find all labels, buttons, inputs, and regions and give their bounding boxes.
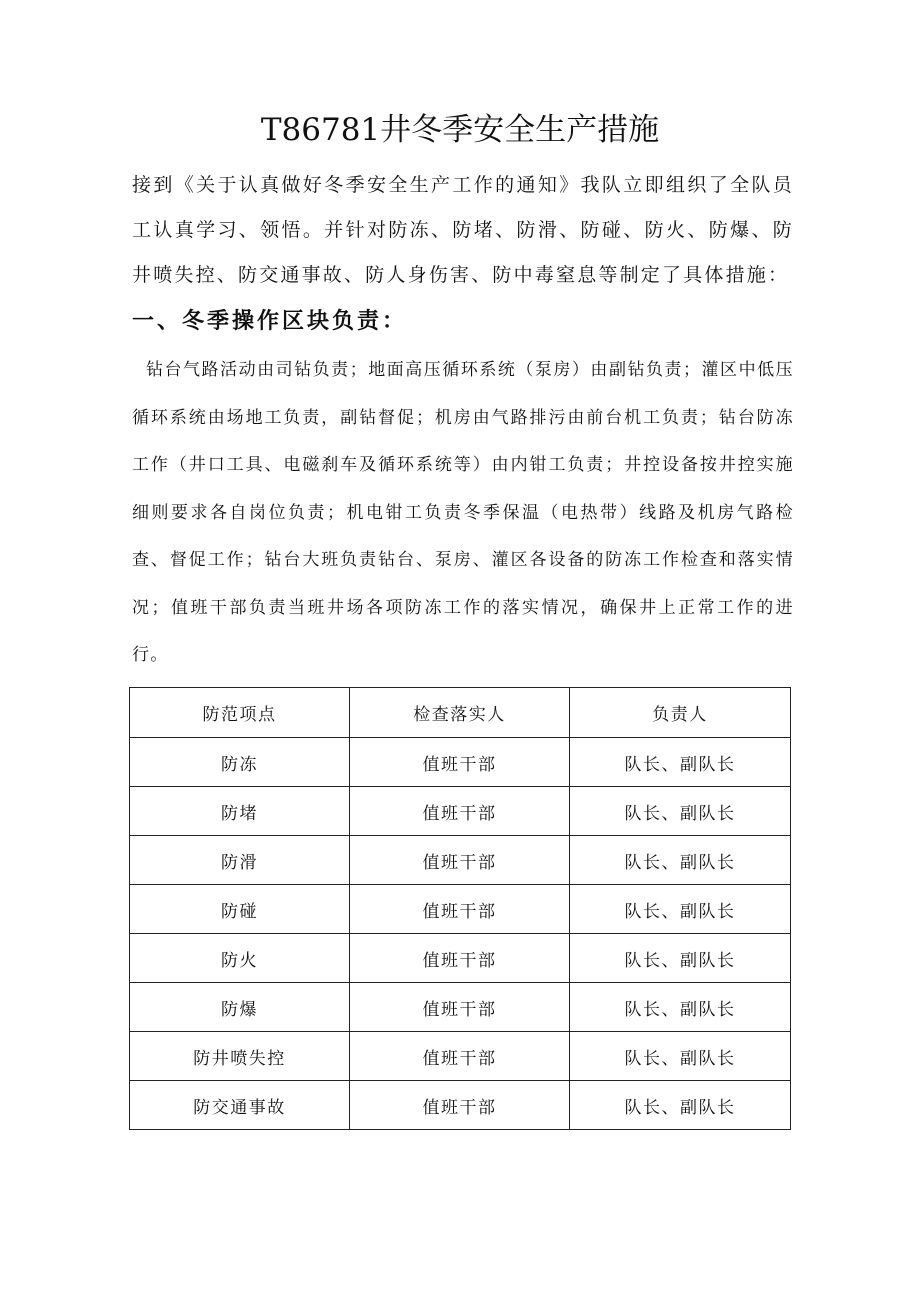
cell-responsible: 队长、副队长 [570, 836, 791, 885]
cell-checker: 值班干部 [350, 934, 570, 983]
measures-table [129, 687, 791, 1130]
header-item: 防范项点 [130, 688, 350, 738]
cell-checker: 值班干部 [350, 738, 570, 787]
table-row [130, 983, 791, 1032]
table-row [130, 934, 791, 983]
table-row [130, 1081, 791, 1130]
cell-checker: 值班干部 [350, 787, 570, 836]
table-row [130, 836, 791, 885]
cell-item: 防火 [130, 934, 350, 983]
cell-item: 防堵 [130, 787, 350, 836]
cell-responsible: 队长、副队长 [570, 934, 791, 983]
header-responsible: 负责人 [570, 688, 791, 738]
cell-responsible: 队长、副队长 [570, 983, 791, 1032]
cell-item: 防冻 [130, 738, 350, 787]
cell-item: 防交通事故 [130, 1081, 350, 1130]
cell-responsible: 队长、副队长 [570, 885, 791, 934]
cell-responsible: 队长、副队长 [570, 1032, 791, 1081]
table-row [130, 1032, 791, 1081]
cell-item: 防滑 [130, 836, 350, 885]
section-heading: 一、冬季操作区块负责： [132, 309, 408, 334]
table-row [130, 738, 791, 787]
table-row [130, 787, 791, 836]
table-row [130, 885, 791, 934]
cell-responsible: 队长、副队长 [570, 738, 791, 787]
cell-checker: 值班干部 [350, 1081, 570, 1130]
cell-checker: 值班干部 [350, 836, 570, 885]
intro-paragraph: 接到《关于认真做好冬季安全生产工作的通知》我队立即组织了全队员工认真学习、领悟。并针对防冻、防堵、防滑、防碰、防火、防爆、防井喷失控、防交通事故、防人身伤害、防中毒窒息等制定了具体措施： [132, 174, 794, 286]
cell-responsible: 队长、副队长 [570, 1081, 791, 1130]
cell-item: 防爆 [130, 983, 350, 1032]
cell-responsible: 队长、副队长 [570, 787, 791, 836]
table-header-row [130, 688, 791, 738]
cell-checker: 值班干部 [350, 885, 570, 934]
cell-checker: 值班干部 [350, 983, 570, 1032]
document-title: T86781井冬季安全生产措施 [260, 112, 660, 148]
cell-item: 防井喷失控 [130, 1032, 350, 1081]
cell-item: 防碰 [130, 885, 350, 934]
header-checker: 检查落实人 [350, 688, 570, 738]
section-body-paragraph: 钻台气路活动由司钻负责；地面高压循环系统（泵房）由副钻负责；灌区中低压循环系统由场地工负责，副钻督促；机房由气路排污由前台机工负责；钻台防冻工作（井口工具、电磁刹车及循环系统等）由内钳工负责；井控设备按井控实施细则要求各自岗位负责；机电钳工负责冬季保温（电热带）线路及机房气路检查、督促工作；钻台大班负责钻台、泵房、灌区各设备的防冻工作检查和落实情况；值班干部负责当班井场各项防冻工作的落实情况，确保井上正常工作的进行。 [132, 360, 794, 665]
cell-checker: 值班干部 [350, 1032, 570, 1081]
